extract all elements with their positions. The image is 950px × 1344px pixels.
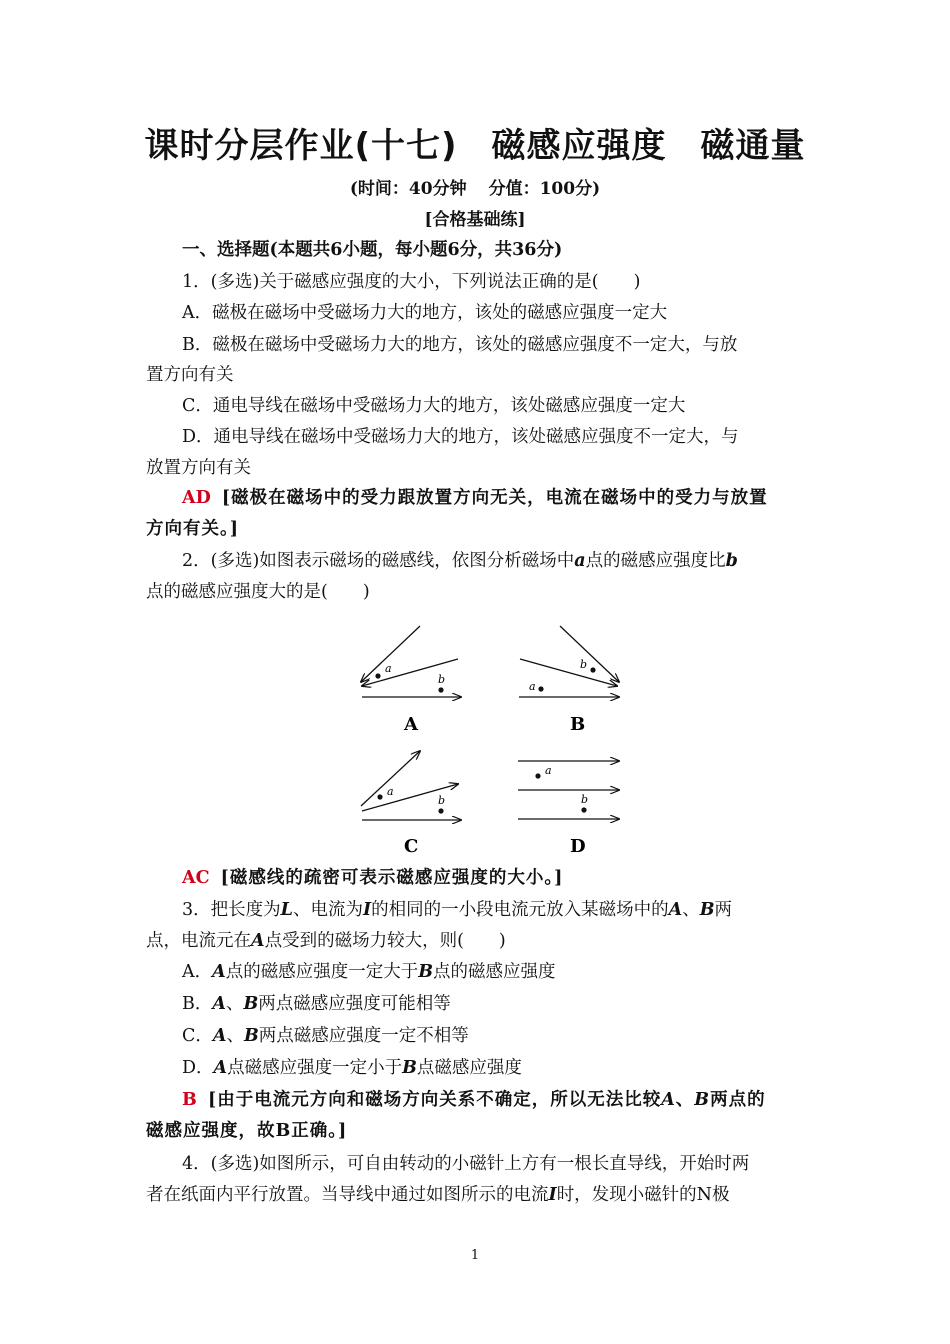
q3-explanation: [208, 1090, 766, 1110]
figure-panel-a: [361, 626, 461, 697]
var-B: B: [418, 962, 434, 982]
q2-stem-cont: 点的磁感应强度大的是( ): [146, 582, 370, 602]
q4-stem: 4．(多选)如图所示，可自由转动的小磁针上方有一根长直导线，开始时两: [182, 1154, 750, 1174]
q3-option-c: [182, 1024, 469, 1048]
panel-label-b: B: [570, 714, 586, 735]
var-I: I: [362, 900, 372, 920]
panel-label-c: C: [404, 836, 419, 857]
title-part-3: 磁通量: [700, 126, 806, 166]
q3-stem-1: 3．把长度为: [182, 900, 281, 920]
label-b-panel-b: b: [580, 658, 588, 671]
q3-stem-cont: [146, 929, 506, 953]
q2-stem-part1: 2．(多选)如图表示磁场的磁感线，依图分析磁场中: [182, 551, 575, 571]
point-a-panel-b: [538, 686, 543, 691]
point-b-panel-b: [590, 667, 595, 672]
q1-explanation-cont: 方向有关。]: [146, 519, 240, 539]
var-b: b: [725, 551, 738, 571]
var-A: A: [212, 1026, 227, 1046]
opt-prefix: A．: [182, 962, 213, 982]
point-a-panel-a: [375, 673, 380, 678]
q3-option-a: [182, 960, 556, 984]
q3-stem-4: 两: [714, 900, 733, 920]
label-a-panel-a: a: [385, 662, 392, 675]
q3-explanation-cont: 磁感应强度，故B正确。]: [146, 1121, 348, 1141]
q3-option-b: [182, 992, 451, 1016]
q1-option-a: A．磁极在磁场中受磁场力大的地方，该处的磁感应强度一定大: [182, 303, 668, 323]
sep: 、: [675, 1090, 695, 1110]
q3-expl-1b: 两点的: [710, 1090, 766, 1110]
q1-option-d: D．通电导线在磁场中受磁场力大的地方，该处磁感应强度不一定大，与: [182, 427, 739, 447]
panel-label-a: A: [404, 714, 418, 735]
var-A: A: [668, 900, 683, 920]
var-B: B: [699, 900, 715, 920]
var-A: A: [213, 1058, 228, 1078]
label-b-panel-c: b: [438, 794, 446, 807]
sep: 、: [682, 900, 700, 920]
q3-answer-line: [182, 1088, 766, 1112]
q3-answer: B: [182, 1090, 197, 1110]
sep: 、: [225, 994, 244, 1014]
label-b-panel-a: b: [438, 673, 446, 686]
var-L: L: [280, 900, 293, 920]
score-total: 分值：100分): [488, 179, 601, 199]
label-a-panel-c: a: [387, 785, 394, 798]
label-b-panel-d: b: [581, 793, 589, 806]
part-heading: 一、选择题(本题共6小题，每小题6分，共36分): [182, 240, 563, 260]
sep: 、: [226, 1026, 244, 1046]
figure-panel-d: [518, 761, 619, 819]
title-part-1: 课时分层作业(十七): [144, 126, 458, 166]
var-I: I: [548, 1185, 557, 1205]
title-part-2: 磁感应强度: [491, 126, 667, 166]
time-limit: (时间：40分钟: [349, 179, 467, 199]
q2-answer-line: [182, 866, 563, 890]
panel-label-d: D: [570, 836, 586, 857]
q3-option-d: [182, 1056, 522, 1080]
q3-stem: [182, 898, 732, 922]
q1-option-b-cont: 置方向有关: [146, 365, 234, 385]
q1-answer: AD: [182, 488, 211, 508]
var-A: A: [251, 931, 265, 951]
q3-stem-6: 点受到的磁场力较大，则( ): [264, 931, 506, 951]
q1-explanation: [磁极在磁场中的受力跟放置方向无关，电流在磁场中的受力与放置: [221, 488, 768, 508]
opt-prefix: C．: [182, 1026, 213, 1046]
q1-option-c: C．通电导线在磁场中受磁场力大的地方，该处磁感应强度一定大: [182, 396, 686, 416]
label-a-panel-b: a: [529, 680, 536, 693]
opt-text: 两点磁感应强度一定不相等: [258, 1026, 469, 1046]
opt-text: 点的磁感应强度一定大于: [225, 962, 419, 982]
opt-text: 两点磁感应强度可能相等: [258, 994, 451, 1014]
q3-stem-5: 点，电流元在: [146, 931, 251, 951]
var-B: B: [243, 1026, 259, 1046]
figure-panel-c: [361, 751, 461, 820]
q2-stem-part2: 点的磁感应强度比: [585, 551, 726, 571]
opt-text: 点磁感应强度一定小于: [227, 1058, 403, 1078]
q2-answer: AC: [182, 868, 210, 888]
point-a-panel-c: [377, 794, 382, 799]
q3-expl-1: [由于电流元方向和磁场方向关系不确定，所以无法比较: [207, 1090, 662, 1110]
q2-explanation: [磁感线的疏密可表示磁感应强度的大小。]: [220, 868, 564, 888]
var-A: A: [661, 1090, 676, 1110]
point-b-panel-d: [581, 807, 586, 812]
point-b-panel-a: [438, 687, 443, 692]
page-number: 1: [470, 1248, 480, 1263]
q1-stem: 1．(多选)关于磁感应强度的大小，下列说法正确的是( ): [182, 272, 641, 292]
label-a-panel-d: a: [545, 764, 552, 777]
opt-text-end: 点磁感应强度: [416, 1058, 522, 1078]
var-a: a: [574, 551, 586, 571]
var-A: A: [212, 962, 226, 982]
q3-stem-3: 的相同的一小段电流元放入某磁场中的: [371, 900, 669, 920]
opt-prefix: D．: [182, 1058, 214, 1078]
opt-prefix: B．: [182, 994, 213, 1014]
q1-option-b: B．磁极在磁场中受磁场力大的地方，该处的磁感应强度不一定大，与放: [182, 335, 738, 355]
q3-stem-2: 、电流为: [292, 900, 363, 920]
q1-option-d-cont: 放置方向有关: [146, 458, 251, 478]
var-B: B: [243, 994, 259, 1014]
q4-stem-cont: [146, 1183, 730, 1207]
section-heading: [合格基础练]: [424, 210, 526, 230]
q4-stem-2b: 时，发现小磁针的N极: [556, 1185, 730, 1205]
point-a-panel-d: [535, 773, 540, 778]
var-B: B: [402, 1058, 417, 1078]
var-B: B: [694, 1090, 711, 1110]
opt-text-end: 点的磁感应强度: [433, 962, 556, 982]
var-A: A: [212, 994, 226, 1014]
point-b-panel-c: [438, 808, 443, 813]
q4-stem-2a: 者在纸面内平行放置。当导线中通过如图所示的电流: [146, 1185, 549, 1205]
